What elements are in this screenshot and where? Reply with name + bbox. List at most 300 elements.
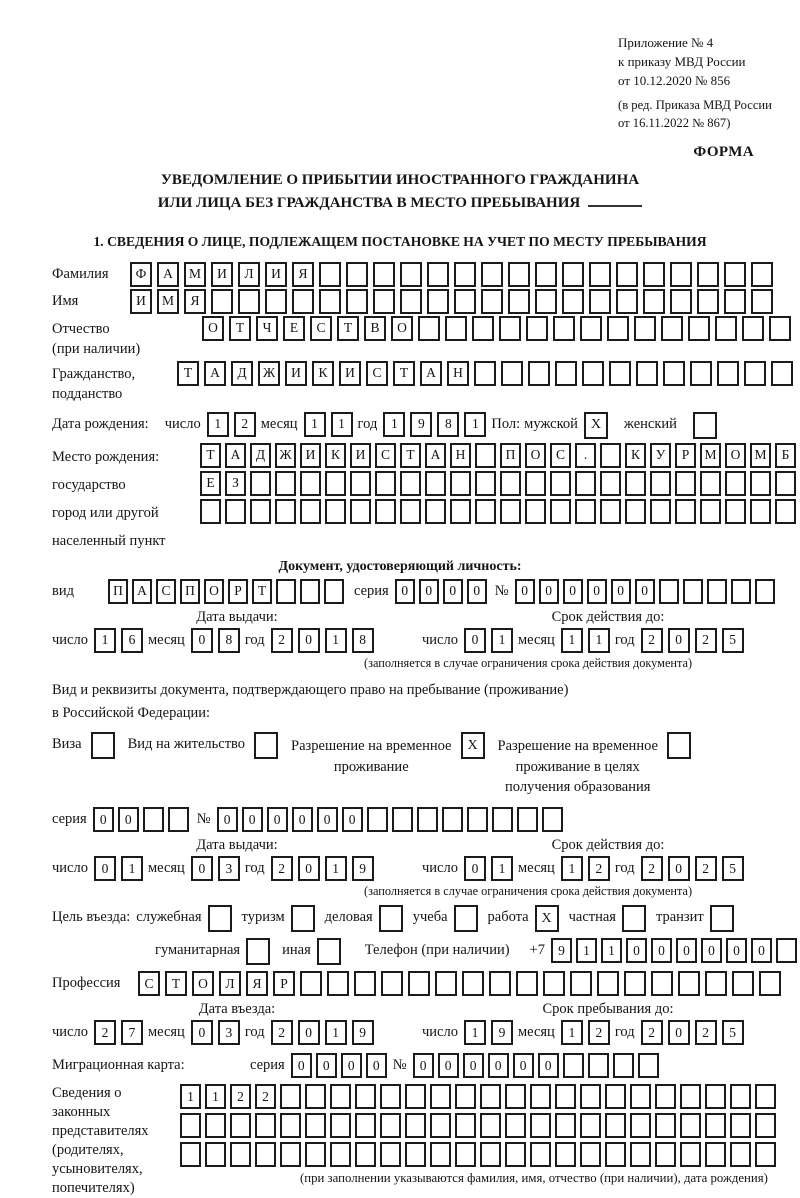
char-cell[interactable] (425, 499, 446, 524)
char-cell[interactable] (769, 316, 791, 341)
char-cell[interactable] (550, 471, 571, 496)
char-cell[interactable]: А (204, 361, 226, 386)
char-cell[interactable] (697, 289, 719, 314)
char-cell[interactable] (600, 443, 621, 468)
char-cell[interactable]: 1 (205, 1084, 226, 1109)
char-cell[interactable] (380, 1084, 401, 1109)
char-cell[interactable] (678, 971, 700, 996)
char-cell[interactable] (724, 262, 746, 287)
char-cell[interactable] (450, 499, 471, 524)
char-cell[interactable]: 0 (668, 1020, 690, 1045)
char-cell[interactable]: 0 (751, 938, 772, 963)
purpose-private-checkbox[interactable] (622, 905, 646, 932)
char-cell[interactable] (400, 262, 422, 287)
char-cell[interactable] (265, 289, 287, 314)
char-cell[interactable]: 0 (317, 807, 338, 832)
char-cell[interactable]: Т (229, 316, 251, 341)
char-cell[interactable] (643, 289, 665, 314)
char-cell[interactable]: К (312, 361, 334, 386)
char-cell[interactable] (373, 262, 395, 287)
char-cell[interactable] (525, 471, 546, 496)
char-cell[interactable] (300, 971, 322, 996)
char-cell[interactable] (732, 971, 754, 996)
char-cell[interactable] (346, 289, 368, 314)
char-cell[interactable]: С (138, 971, 160, 996)
char-cell[interactable] (305, 1113, 326, 1138)
char-cell[interactable]: 1 (207, 412, 229, 437)
char-cell[interactable] (168, 807, 189, 832)
char-cell[interactable] (655, 1113, 676, 1138)
char-cell[interactable]: В (364, 316, 386, 341)
char-cell[interactable] (505, 1084, 526, 1109)
char-cell[interactable]: 3 (218, 856, 240, 881)
char-cell[interactable] (350, 499, 371, 524)
char-cell[interactable] (400, 471, 421, 496)
char-cell[interactable] (408, 971, 430, 996)
char-cell[interactable] (530, 1113, 551, 1138)
char-cell[interactable]: Ф (130, 262, 152, 287)
char-cell[interactable] (776, 938, 797, 963)
char-cell[interactable] (143, 807, 164, 832)
char-cell[interactable] (455, 1084, 476, 1109)
char-cell[interactable] (280, 1084, 301, 1109)
char-cell[interactable] (525, 499, 546, 524)
char-cell[interactable] (481, 289, 503, 314)
char-cell[interactable]: 7 (121, 1020, 143, 1045)
char-cell[interactable]: 0 (191, 856, 213, 881)
char-cell[interactable]: 2 (588, 1020, 610, 1045)
char-cell[interactable]: 1 (491, 628, 513, 653)
char-cell[interactable]: О (204, 579, 224, 604)
char-cell[interactable] (417, 807, 438, 832)
char-cell[interactable]: 0 (513, 1053, 534, 1078)
char-cell[interactable] (650, 471, 671, 496)
char-cell[interactable] (367, 807, 388, 832)
char-cell[interactable]: 2 (234, 412, 256, 437)
char-cell[interactable]: 9 (352, 856, 374, 881)
char-cell[interactable] (327, 971, 349, 996)
char-cell[interactable] (480, 1142, 501, 1167)
char-cell[interactable]: П (500, 443, 521, 468)
char-cell[interactable]: 1 (331, 412, 353, 437)
char-cell[interactable] (467, 807, 488, 832)
char-cell[interactable] (553, 316, 575, 341)
char-cell[interactable] (562, 289, 584, 314)
char-cell[interactable] (625, 471, 646, 496)
char-cell[interactable] (683, 579, 703, 604)
residence-permit-checkbox[interactable] (254, 732, 278, 759)
char-cell[interactable]: О (192, 971, 214, 996)
char-cell[interactable] (505, 1113, 526, 1138)
char-cell[interactable]: 1 (304, 412, 326, 437)
char-cell[interactable] (255, 1142, 276, 1167)
char-cell[interactable]: Р (675, 443, 696, 468)
char-cell[interactable] (425, 471, 446, 496)
char-cell[interactable] (697, 262, 719, 287)
char-cell[interactable] (480, 1113, 501, 1138)
char-cell[interactable]: 1 (325, 1020, 347, 1045)
char-cell[interactable] (354, 971, 376, 996)
char-cell[interactable] (755, 1142, 776, 1167)
char-cell[interactable]: 0 (191, 1020, 213, 1045)
char-cell[interactable]: 1 (180, 1084, 201, 1109)
char-cell[interactable]: 0 (676, 938, 697, 963)
char-cell[interactable] (418, 316, 440, 341)
char-cell[interactable]: О (202, 316, 224, 341)
char-cell[interactable]: 2 (230, 1084, 251, 1109)
char-cell[interactable] (280, 1142, 301, 1167)
char-cell[interactable] (605, 1084, 626, 1109)
char-cell[interactable] (751, 289, 773, 314)
char-cell[interactable] (324, 579, 344, 604)
char-cell[interactable] (475, 499, 496, 524)
char-cell[interactable] (630, 1142, 651, 1167)
char-cell[interactable] (250, 499, 271, 524)
purpose-tourism-checkbox[interactable] (291, 905, 315, 932)
char-cell[interactable]: 1 (94, 628, 116, 653)
purpose-other-checkbox[interactable] (317, 938, 341, 965)
char-cell[interactable]: 0 (635, 579, 655, 604)
char-cell[interactable]: 0 (395, 579, 415, 604)
char-cell[interactable]: 1 (383, 412, 405, 437)
char-cell[interactable] (670, 289, 692, 314)
char-cell[interactable] (742, 316, 764, 341)
char-cell[interactable]: П (108, 579, 128, 604)
char-cell[interactable]: М (157, 289, 179, 314)
char-cell[interactable]: 2 (94, 1020, 116, 1045)
char-cell[interactable] (373, 289, 395, 314)
char-cell[interactable] (616, 262, 638, 287)
char-cell[interactable]: М (700, 443, 721, 468)
char-cell[interactable] (750, 471, 771, 496)
char-cell[interactable] (350, 471, 371, 496)
char-cell[interactable]: Т (177, 361, 199, 386)
char-cell[interactable] (180, 1142, 201, 1167)
char-cell[interactable] (346, 262, 368, 287)
char-cell[interactable] (535, 289, 557, 314)
char-cell[interactable] (655, 1142, 676, 1167)
char-cell[interactable] (381, 971, 403, 996)
char-cell[interactable] (655, 1084, 676, 1109)
char-cell[interactable] (580, 1142, 601, 1167)
purpose-work-checkbox[interactable]: X (535, 905, 559, 932)
char-cell[interactable] (675, 499, 696, 524)
char-cell[interactable]: 0 (291, 1053, 312, 1078)
char-cell[interactable] (392, 807, 413, 832)
char-cell[interactable]: 2 (641, 1020, 663, 1045)
char-cell[interactable]: 9 (410, 412, 432, 437)
char-cell[interactable]: Я (184, 289, 206, 314)
char-cell[interactable] (771, 361, 793, 386)
char-cell[interactable] (759, 971, 781, 996)
char-cell[interactable]: С (156, 579, 176, 604)
char-cell[interactable]: . (575, 443, 596, 468)
char-cell[interactable]: И (265, 262, 287, 287)
char-cell[interactable] (555, 1142, 576, 1167)
char-cell[interactable] (225, 499, 246, 524)
char-cell[interactable] (680, 1142, 701, 1167)
char-cell[interactable]: Т (393, 361, 415, 386)
char-cell[interactable]: Н (447, 361, 469, 386)
char-cell[interactable] (375, 499, 396, 524)
char-cell[interactable] (670, 262, 692, 287)
char-cell[interactable] (624, 971, 646, 996)
char-cell[interactable]: Р (273, 971, 295, 996)
char-cell[interactable] (405, 1142, 426, 1167)
char-cell[interactable] (455, 1113, 476, 1138)
char-cell[interactable]: М (750, 443, 771, 468)
char-cell[interactable] (276, 579, 296, 604)
purpose-business-checkbox[interactable] (379, 905, 403, 932)
char-cell[interactable] (450, 471, 471, 496)
char-cell[interactable] (725, 471, 746, 496)
char-cell[interactable] (275, 471, 296, 496)
char-cell[interactable] (563, 1053, 584, 1078)
char-cell[interactable] (330, 1113, 351, 1138)
char-cell[interactable] (275, 499, 296, 524)
char-cell[interactable] (751, 262, 773, 287)
char-cell[interactable]: 2 (695, 628, 717, 653)
char-cell[interactable] (580, 316, 602, 341)
char-cell[interactable]: Т (337, 316, 359, 341)
char-cell[interactable] (355, 1113, 376, 1138)
char-cell[interactable]: 8 (437, 412, 459, 437)
char-cell[interactable]: 9 (491, 1020, 513, 1045)
char-cell[interactable]: 2 (641, 628, 663, 653)
char-cell[interactable]: 0 (467, 579, 487, 604)
char-cell[interactable] (508, 289, 530, 314)
purpose-official-checkbox[interactable] (208, 905, 232, 932)
char-cell[interactable] (455, 1142, 476, 1167)
char-cell[interactable] (562, 262, 584, 287)
char-cell[interactable] (724, 289, 746, 314)
char-cell[interactable]: 0 (443, 579, 463, 604)
char-cell[interactable]: И (285, 361, 307, 386)
char-cell[interactable] (205, 1113, 226, 1138)
char-cell[interactable]: И (211, 262, 233, 287)
char-cell[interactable]: 1 (561, 856, 583, 881)
char-cell[interactable]: Д (231, 361, 253, 386)
char-cell[interactable]: 2 (271, 628, 293, 653)
char-cell[interactable]: 5 (722, 856, 744, 881)
char-cell[interactable]: 9 (352, 1020, 374, 1045)
char-cell[interactable] (607, 316, 629, 341)
char-cell[interactable] (630, 1084, 651, 1109)
char-cell[interactable]: 1 (464, 412, 486, 437)
char-cell[interactable]: Е (200, 471, 221, 496)
char-cell[interactable] (705, 971, 727, 996)
char-cell[interactable] (355, 1142, 376, 1167)
char-cell[interactable] (499, 316, 521, 341)
char-cell[interactable]: М (184, 262, 206, 287)
char-cell[interactable] (651, 971, 673, 996)
char-cell[interactable]: 0 (298, 856, 320, 881)
char-cell[interactable] (205, 1142, 226, 1167)
char-cell[interactable] (230, 1142, 251, 1167)
char-cell[interactable] (355, 1084, 376, 1109)
char-cell[interactable] (731, 579, 751, 604)
char-cell[interactable]: 0 (366, 1053, 387, 1078)
char-cell[interactable]: 0 (464, 856, 486, 881)
char-cell[interactable]: С (375, 443, 396, 468)
char-cell[interactable] (319, 262, 341, 287)
char-cell[interactable] (305, 1142, 326, 1167)
char-cell[interactable]: Р (228, 579, 248, 604)
char-cell[interactable] (580, 1113, 601, 1138)
char-cell[interactable]: А (157, 262, 179, 287)
char-cell[interactable]: 0 (118, 807, 139, 832)
char-cell[interactable]: 2 (271, 856, 293, 881)
char-cell[interactable] (730, 1142, 751, 1167)
char-cell[interactable]: 1 (588, 628, 610, 653)
char-cell[interactable]: 0 (341, 1053, 362, 1078)
char-cell[interactable]: А (425, 443, 446, 468)
char-cell[interactable] (380, 1113, 401, 1138)
char-cell[interactable]: 1 (561, 628, 583, 653)
char-cell[interactable]: 0 (93, 807, 114, 832)
char-cell[interactable] (427, 262, 449, 287)
char-cell[interactable]: 1 (601, 938, 622, 963)
char-cell[interactable] (707, 579, 727, 604)
char-cell[interactable] (472, 316, 494, 341)
char-cell[interactable] (475, 471, 496, 496)
char-cell[interactable] (238, 289, 260, 314)
char-cell[interactable] (755, 1084, 776, 1109)
char-cell[interactable]: 0 (94, 856, 116, 881)
char-cell[interactable] (300, 499, 321, 524)
char-cell[interactable] (625, 499, 646, 524)
char-cell[interactable] (325, 471, 346, 496)
char-cell[interactable] (589, 262, 611, 287)
char-cell[interactable]: 5 (722, 628, 744, 653)
char-cell[interactable] (570, 971, 592, 996)
visa-checkbox[interactable] (91, 732, 115, 759)
char-cell[interactable] (442, 807, 463, 832)
char-cell[interactable] (300, 579, 320, 604)
char-cell[interactable]: 0 (413, 1053, 434, 1078)
char-cell[interactable]: Б (775, 443, 796, 468)
char-cell[interactable] (330, 1142, 351, 1167)
purpose-study-checkbox[interactable] (454, 905, 478, 932)
char-cell[interactable]: О (725, 443, 746, 468)
char-cell[interactable] (659, 579, 679, 604)
char-cell[interactable]: Л (219, 971, 241, 996)
char-cell[interactable] (492, 807, 513, 832)
char-cell[interactable]: А (225, 443, 246, 468)
male-checkbox[interactable]: X (584, 412, 608, 439)
char-cell[interactable]: Л (238, 262, 260, 287)
char-cell[interactable] (330, 1084, 351, 1109)
char-cell[interactable]: 0 (668, 856, 690, 881)
char-cell[interactable]: Т (400, 443, 421, 468)
char-cell[interactable] (630, 1113, 651, 1138)
char-cell[interactable]: 0 (298, 628, 320, 653)
char-cell[interactable]: 0 (488, 1053, 509, 1078)
char-cell[interactable] (582, 361, 604, 386)
char-cell[interactable] (605, 1142, 626, 1167)
char-cell[interactable] (454, 289, 476, 314)
char-cell[interactable] (500, 499, 521, 524)
char-cell[interactable] (380, 1142, 401, 1167)
char-cell[interactable] (280, 1113, 301, 1138)
char-cell[interactable] (705, 1142, 726, 1167)
char-cell[interactable] (588, 1053, 609, 1078)
char-cell[interactable] (680, 1084, 701, 1109)
char-cell[interactable]: 1 (561, 1020, 583, 1045)
char-cell[interactable] (636, 361, 658, 386)
char-cell[interactable] (180, 1113, 201, 1138)
char-cell[interactable] (643, 262, 665, 287)
char-cell[interactable]: 0 (217, 807, 238, 832)
char-cell[interactable]: 0 (292, 807, 313, 832)
char-cell[interactable] (705, 1113, 726, 1138)
char-cell[interactable] (508, 262, 530, 287)
char-cell[interactable] (462, 971, 484, 996)
char-cell[interactable] (530, 1084, 551, 1109)
char-cell[interactable]: 0 (538, 1053, 559, 1078)
char-cell[interactable]: 2 (255, 1084, 276, 1109)
char-cell[interactable] (505, 1142, 526, 1167)
char-cell[interactable]: 2 (588, 856, 610, 881)
char-cell[interactable] (661, 316, 683, 341)
char-cell[interactable]: И (339, 361, 361, 386)
char-cell[interactable] (605, 1113, 626, 1138)
char-cell[interactable]: 2 (695, 1020, 717, 1045)
char-cell[interactable]: Ж (258, 361, 280, 386)
char-cell[interactable]: 0 (191, 628, 213, 653)
char-cell[interactable] (613, 1053, 634, 1078)
char-cell[interactable] (375, 471, 396, 496)
char-cell[interactable] (775, 499, 796, 524)
char-cell[interactable]: 0 (668, 628, 690, 653)
char-cell[interactable] (481, 262, 503, 287)
char-cell[interactable] (555, 1084, 576, 1109)
char-cell[interactable]: 8 (218, 628, 240, 653)
char-cell[interactable] (580, 1084, 601, 1109)
char-cell[interactable]: 5 (722, 1020, 744, 1045)
char-cell[interactable]: 0 (726, 938, 747, 963)
char-cell[interactable]: А (132, 579, 152, 604)
char-cell[interactable]: Ж (275, 443, 296, 468)
char-cell[interactable]: П (180, 579, 200, 604)
char-cell[interactable] (663, 361, 685, 386)
char-cell[interactable] (325, 499, 346, 524)
char-cell[interactable]: 0 (463, 1053, 484, 1078)
edu-residence-checkbox[interactable] (667, 732, 691, 759)
char-cell[interactable]: К (325, 443, 346, 468)
char-cell[interactable]: 0 (611, 579, 631, 604)
char-cell[interactable] (501, 361, 523, 386)
char-cell[interactable] (305, 1084, 326, 1109)
char-cell[interactable] (250, 471, 271, 496)
char-cell[interactable] (680, 1113, 701, 1138)
char-cell[interactable] (230, 1113, 251, 1138)
char-cell[interactable] (650, 499, 671, 524)
char-cell[interactable] (550, 499, 571, 524)
char-cell[interactable] (744, 361, 766, 386)
char-cell[interactable] (405, 1084, 426, 1109)
char-cell[interactable] (445, 316, 467, 341)
char-cell[interactable] (300, 471, 321, 496)
char-cell[interactable]: 8 (352, 628, 374, 653)
char-cell[interactable]: 0 (515, 579, 535, 604)
char-cell[interactable] (211, 289, 233, 314)
char-cell[interactable] (690, 361, 712, 386)
char-cell[interactable]: Т (252, 579, 272, 604)
char-cell[interactable] (528, 361, 550, 386)
female-checkbox[interactable] (693, 412, 717, 439)
char-cell[interactable] (489, 971, 511, 996)
